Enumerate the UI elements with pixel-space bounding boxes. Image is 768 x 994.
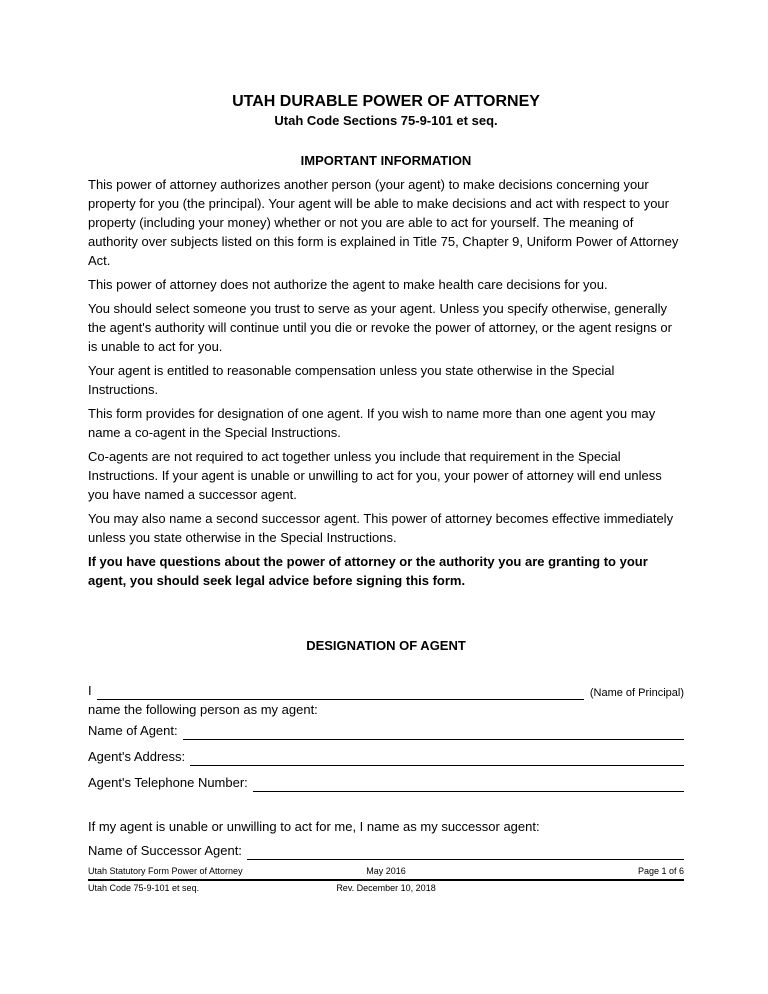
agent-telephone-label: Agent's Telephone Number: [88, 775, 248, 790]
footer-row-1 [88, 866, 684, 877]
paragraph-co-agents: Co-agents are not required to act together unless you include that requirement in the Special Instructions. If your agent is unable or unwilling to act for you, your power of attorney will end unless you have named a successor agent. [88, 449, 662, 502]
paragraph-compensation: Your agent is entitled to reasonable compensation unless you state otherwise in the Special Instructions. [88, 363, 615, 397]
agent-address-row [88, 747, 684, 766]
document-subtitle: Utah Code Sections 75-9-101 et seq. [274, 113, 498, 128]
footer-row2-spacer [485, 883, 684, 894]
agent-name-field[interactable] [183, 723, 684, 740]
agent-telephone-field[interactable] [253, 775, 684, 792]
principal-line-continuation: name the following person as my agent: [88, 702, 318, 717]
footer-code-citation: Utah Code 75-9-101 et seq. [88, 883, 200, 893]
agent-address-label: Agent's Address: [88, 749, 186, 764]
principal-line-prefix: I [88, 683, 92, 698]
paragraph-one-agent: This form provides for designation of one agent. If you wish to name more than one agent you may name a co-agent in the Special Instructions. [88, 406, 656, 440]
paragraph-select-agent: You should select someone you trust to serve as your agent. Unless you specify otherwise, generally the agent's authority will continue until you die or revoke the power of attorney, or the agent resigns or is unable to act for you. [88, 301, 672, 354]
footer-date: May 2016 [366, 866, 406, 876]
agent-address-field[interactable] [190, 749, 684, 766]
successor-agent-name-field[interactable] [247, 843, 684, 860]
agent-name-row [88, 721, 684, 740]
document-title: UTAH DURABLE POWER OF ATTORNEY [232, 93, 540, 110]
paragraph-no-health-care: This power of attorney does not authorize the agent to make health care decisions for you. [88, 277, 608, 292]
page-footer [88, 866, 684, 894]
successor-agent-name-label: Name of Successor Agent: [88, 843, 242, 858]
principal-name-caption: (Name of Principal) [589, 687, 684, 699]
paragraph-authority-overview: This power of attorney authorizes another person (your agent) to make decisions concerning your property for you (the principal). Your agent will be able to make decisions and act with respect to your property (including your money) whether or not you are able to act for yourself. The meaning of authority over subjects listed on this form is explained in Title 75, Chapter 9, Uniform Power of Attorney Act. [88, 177, 679, 268]
footer-form-name: Utah Statutory Form Power of Attorney [88, 866, 243, 876]
footer-page-number: Page 1 of 6 [637, 866, 685, 876]
paragraph-second-successor: You may also name a second successor agent. This power of attorney becomes effective immediately unless you state otherwise in the Special Instructions. [88, 511, 674, 545]
section-heading-important-information: IMPORTANT INFORMATION [300, 153, 472, 168]
legal-advice-notice: If you have questions about the power of attorney or the authority you are granting to your agent, you should seek legal advice before signing this form. [88, 554, 648, 588]
footer-row-2 [88, 879, 684, 894]
successor-agent-intro: If my agent is unable or unwilling to act for me, I name as my successor agent: [88, 819, 540, 834]
agent-name-label: Name of Agent: [88, 723, 178, 738]
section-heading-designation-of-agent: DESIGNATION OF AGENT [306, 638, 466, 653]
footer-revision-date: Rev. December 10, 2018 [336, 883, 436, 893]
principal-name-row [88, 681, 684, 700]
principal-name-field[interactable] [97, 683, 584, 700]
agent-telephone-row [88, 773, 684, 792]
successor-agent-name-row [88, 841, 684, 860]
